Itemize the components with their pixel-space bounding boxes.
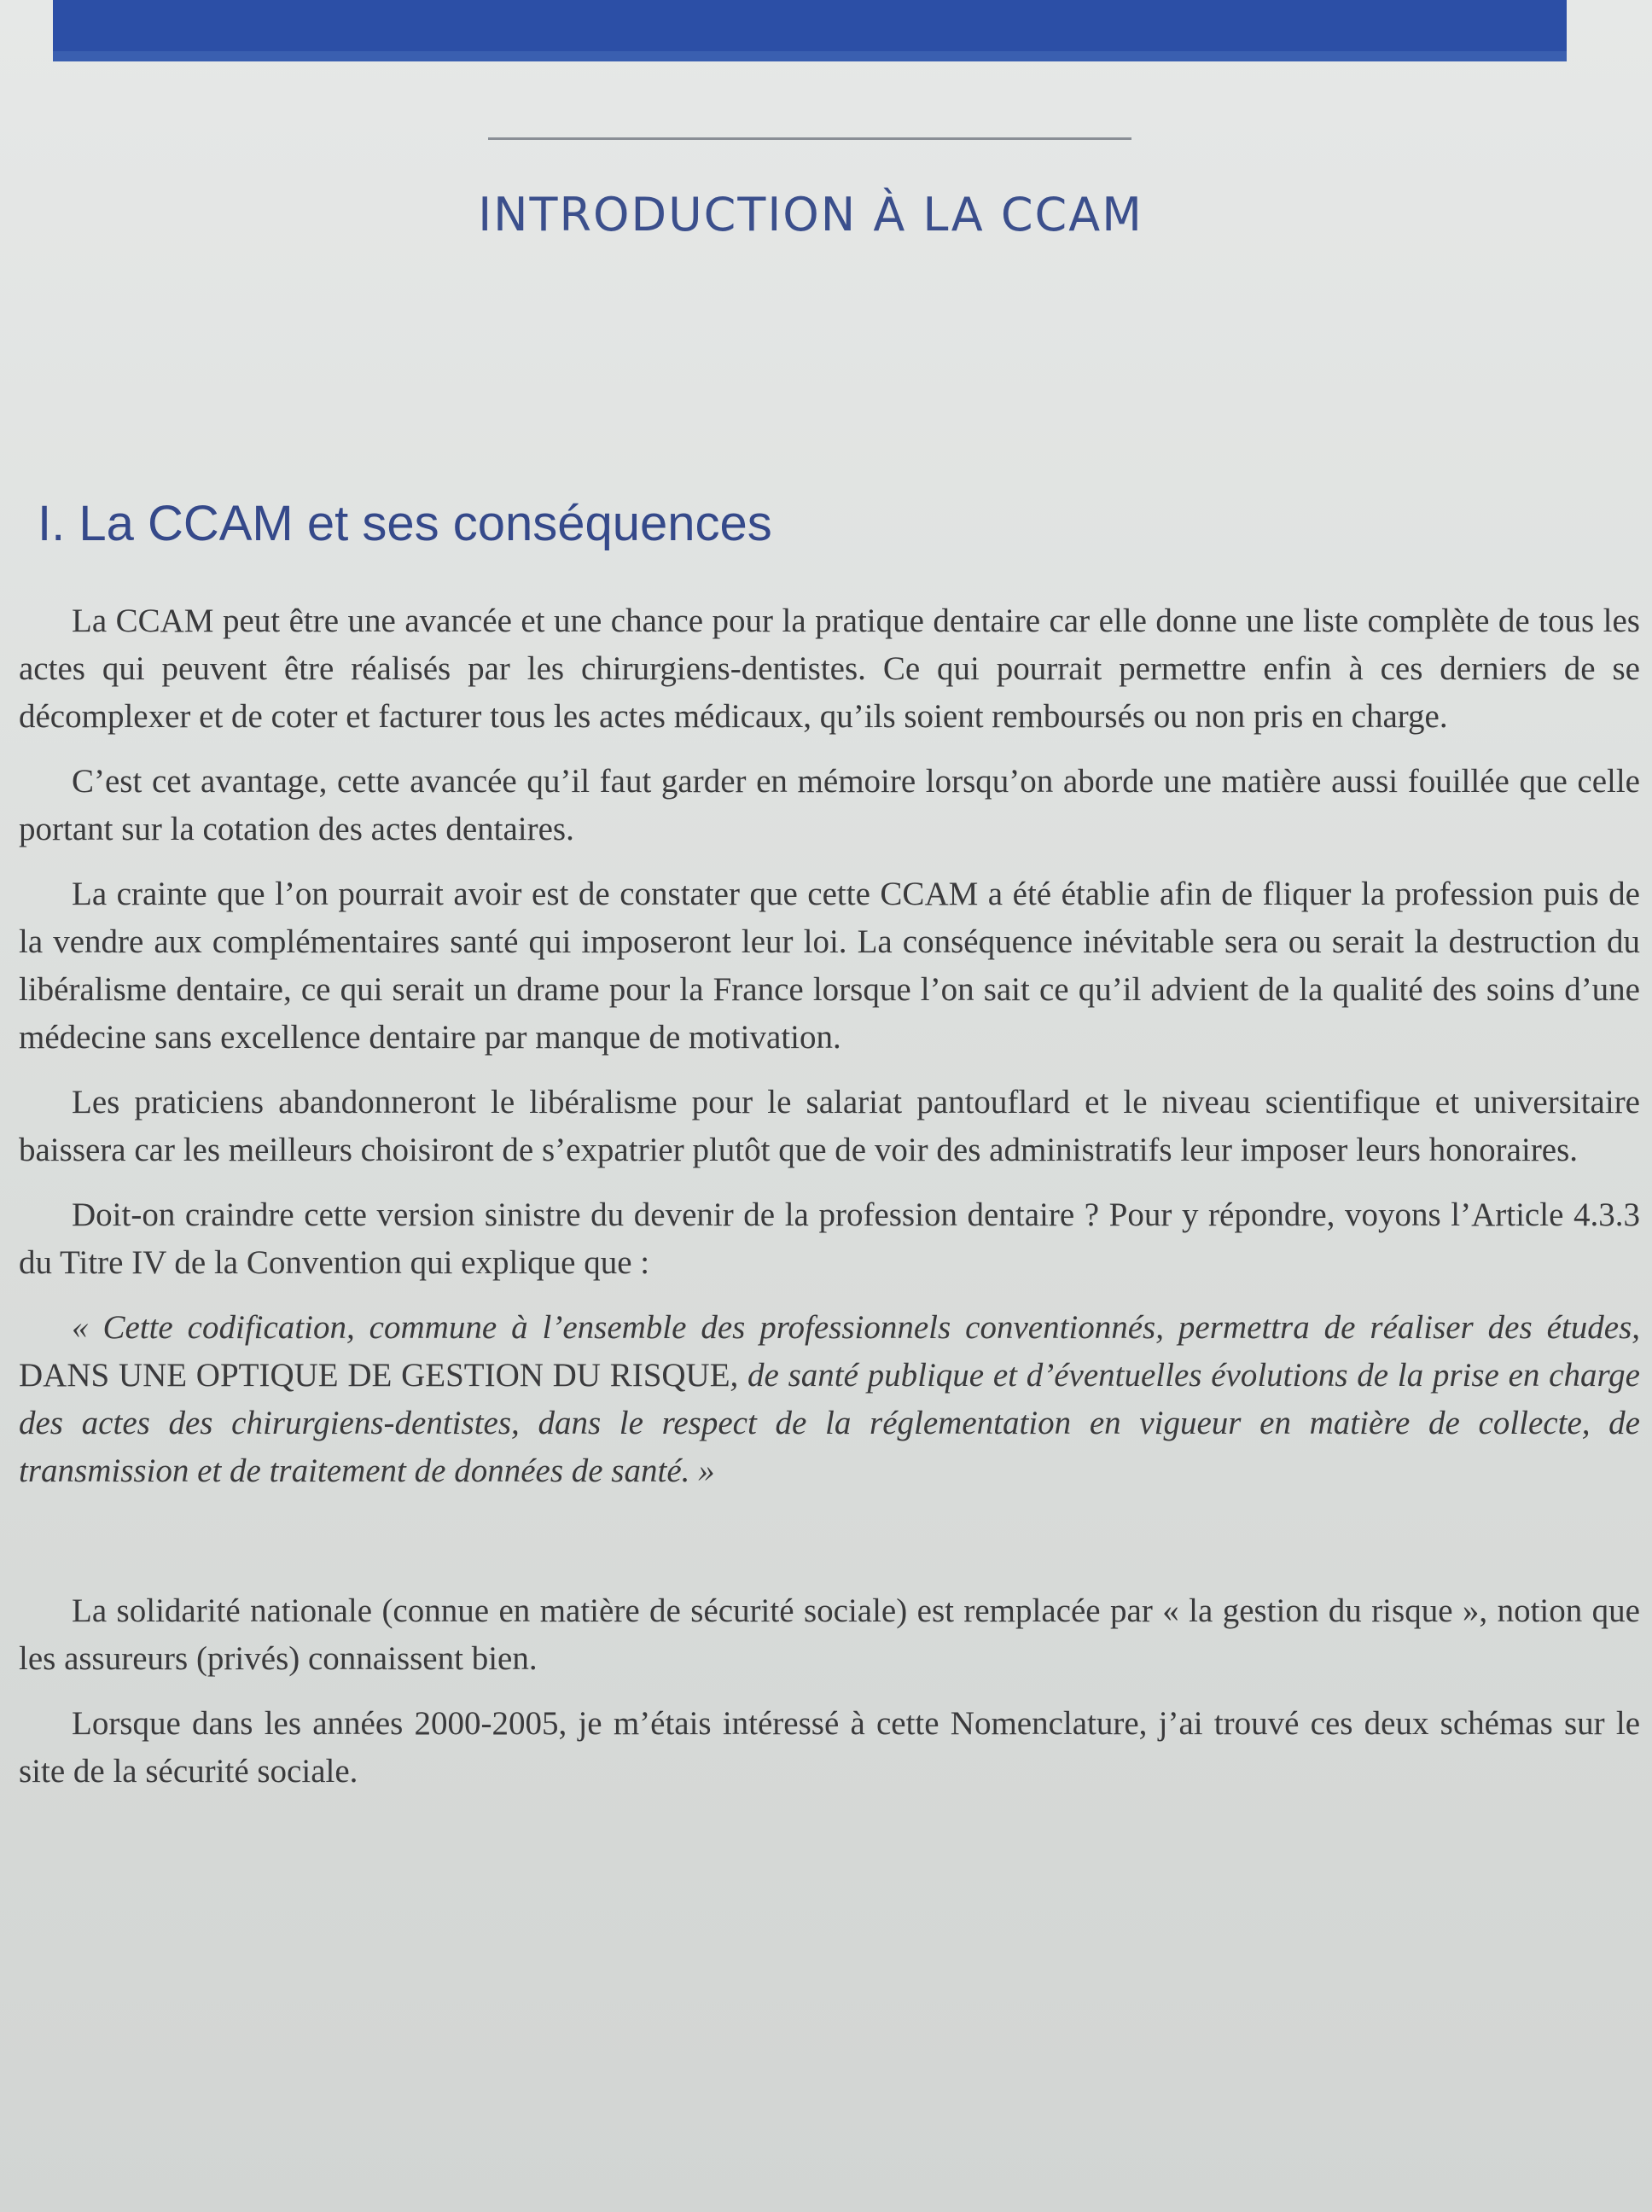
section-title: I. La CCAM et ses conséquences — [38, 496, 772, 551]
quote-emphasis: DANS UNE OPTIQUE DE GESTION DU RISQUE — [19, 1357, 730, 1394]
title-rule — [488, 137, 1131, 140]
paragraph: Doit-on craindre cette version sinistre du devenir de la profession dentaire ? Pour y répondre, voyons l’Article 4.3.3 du Titre IV de la Convention qui explique que : — [19, 1196, 1640, 1281]
header-band-edge — [53, 51, 1567, 61]
body-text — [19, 597, 1640, 1813]
quote-text-before: « Cette codification, commune à l’ensemble des professionnels conventionnés, permettra de réaliser des études, — [72, 1309, 1640, 1346]
paragraph: Les praticiens abandonneront le libéralisme pour le salariat pantouflard et le niveau scientifique et universitaire baissera car les meilleurs choisiront de s’expatrier plutôt que de voir des administratifs leur imposer leurs honoraires. — [19, 1084, 1640, 1168]
chapter-title: INTRODUCTION À LA CCAM — [478, 188, 1143, 242]
quote-text-after: , de santé publique et d’éventuelles évolutions de la prise en charge des actes des chirurgiens-dentistes, dans le respect de la réglementation en vigueur en matière de collecte, de transmission et de traitement de données de santé. » — [19, 1357, 1640, 1489]
paragraph: La CCAM peut être une avancée et une chance pour la pratique dentaire car elle donne une liste complète de tous les actes qui peuvent être réalisés par les chirurgiens-dentistes. Ce qui pourrait permettre enfin à ces derniers de se décomplexer et de coter et facturer tous les actes médicaux, qu’ils soient remboursés ou non pris en charge. — [19, 602, 1640, 735]
paragraph: La solidarité nationale (connue en matière de sécurité sociale) est remplacée par « la gestion du risque », notion que les assureurs (privés) connaissent bien. — [19, 1592, 1640, 1677]
convention-quote — [19, 1304, 1640, 1495]
paragraph: C’est cet avantage, cette avancée qu’il faut garder en mémoire lorsqu’on aborde une matière aussi fouillée que celle portant sur la cotation des actes dentaires. — [19, 763, 1640, 847]
paragraph: Lorsque dans les années 2000-2005, je m’étais intéressé à cette Nomenclature, j’ai trouvé ces deux schémas sur le site de la sécurité sociale. — [19, 1705, 1640, 1790]
paragraph: La crainte que l’on pourrait avoir est de constater que cette CCAM a été établie afin de fliquer la profession puis de la vendre aux complémentaires santé qui imposeront leur loi. La conséquence inévitable sera ou serait la destruction du libéralisme dentaire, ce qui serait un drame pour la France lorsque l’on sait ce qu’il advient de la qualité des soins d’une médecine sans excellence dentaire par manque de motivation. — [19, 876, 1640, 1056]
